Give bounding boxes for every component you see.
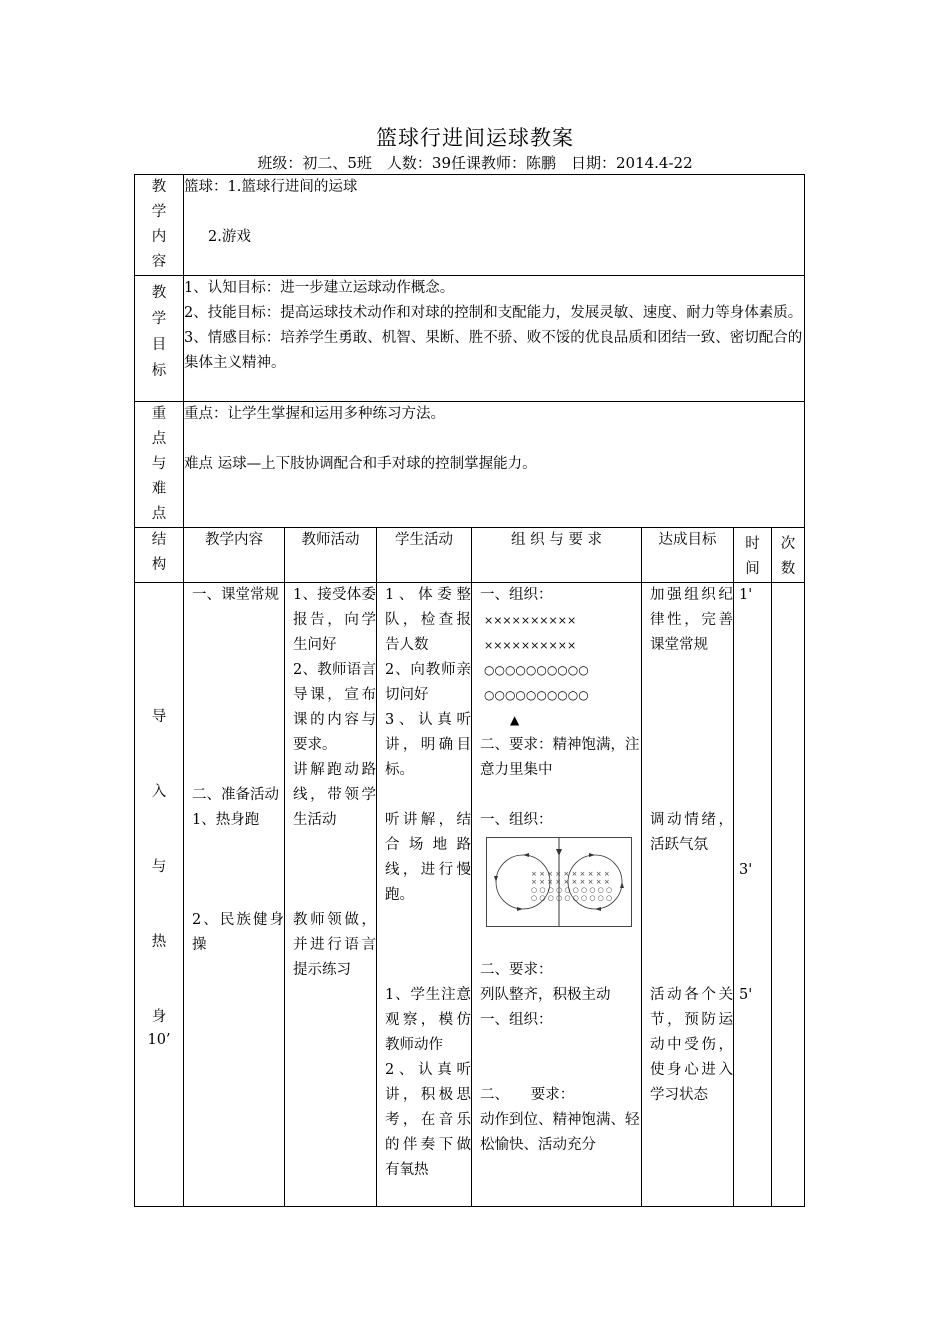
section-student-col [377, 583, 472, 1207]
student-activity-practice: 2、认真听讲，积极思考，在音乐的伴奏下做有氧热 [385, 1062, 471, 1178]
svg-text:× × × × × × × × × ×: × × × × × × × × × × [531, 878, 610, 886]
org-requirement-2-title: 二、要求： [480, 962, 553, 978]
student-activity-3: 3、认真听讲，明确目标。 [385, 712, 471, 778]
teaching-goals-label: 教 学 目 标 [135, 276, 184, 402]
content-line-1: 篮球：1.篮球行进间的运球 [184, 179, 358, 195]
org-heading-3: 一、组织： [480, 1012, 553, 1028]
key-points-cell [184, 402, 805, 528]
teaching-content-row [135, 175, 805, 276]
svg-text:× × × × × × × × × ×: × × × × × × × × × × [531, 870, 610, 878]
goal-exercise: 活动各个关节，预防运动中受伤，使身心进入学习状态 [650, 987, 733, 1103]
header-goal: 达成目标 [642, 528, 734, 583]
goal-skill: 2、技能目标：提高运球技术动作和对球的控制和支配能力，发展灵敏、速度、耐力等身体素质。 [184, 305, 803, 321]
teaching-content-cell [184, 175, 805, 276]
org-requirement-1: 二、要求：精神饱满，注意力里集中 [480, 737, 640, 778]
header-count: 次 数 [772, 528, 805, 583]
lesson-plan-table [134, 174, 805, 1207]
header-time: 时 间 [734, 528, 772, 583]
teaching-content-label: 教 学 内 容 [135, 175, 184, 276]
org-requirement-3-title: 二、 要求： [480, 1087, 575, 1103]
student-activity-1: 1、体委整队，检查报告人数 [385, 587, 471, 653]
warmup-section-row [135, 583, 805, 1207]
formation-row-x-2: ×××××××××× [484, 639, 577, 652]
content-item-routine: 一、课堂常规 [192, 587, 279, 603]
teacher-activity-2: 2、教师语言导课，宣布课的内容与要求。 [293, 662, 376, 753]
org-heading-2: 一、组织： [480, 812, 553, 828]
content-line-2: 2.游戏 [208, 229, 251, 245]
header-content: 教学内容 [184, 528, 285, 583]
time-warmup-run: 3' [739, 862, 753, 878]
section-time-col [734, 583, 772, 1207]
goal-routine: 加强组织纪律性，完善课堂常规 [650, 587, 733, 653]
warmup-duration: 10’ [147, 1032, 171, 1048]
section-goal-col [642, 583, 734, 1207]
section-teacher-col [285, 583, 377, 1207]
time-exercise: 5' [739, 987, 753, 1003]
formation-row-o-2: ○○○○○○○○○○ [484, 688, 589, 702]
section-organization-col [472, 583, 642, 1207]
svg-text:○ ○ ○ ○ ○ ○ ○ ○ ○ ○: ○ ○ ○ ○ ○ ○ ○ ○ ○ ○ [531, 886, 613, 894]
warmup-label: 导 入 与 热 身 10’ [135, 583, 184, 1207]
section-content-col [184, 583, 285, 1207]
header-student: 学生活动 [377, 528, 472, 583]
header-structure: 结 构 [135, 528, 184, 583]
document-title: 篮球行进间运球教案 [376, 126, 574, 150]
content-item-exercise: 2、民族健身操 [192, 912, 284, 953]
document-subtitle: 班级：初二、5班 人数：39任课教师：陈鹏 日期：2014.4-22 [257, 154, 693, 172]
key-point: 重点：让学生掌握和运用多种练习方法。 [184, 406, 445, 422]
section-count-col [772, 583, 805, 1207]
running-route-diagram [486, 837, 632, 927]
teacher-position-marker: ▲ [510, 713, 520, 727]
key-points-row [135, 402, 805, 528]
org-heading-1: 一、组织： [480, 587, 553, 603]
content-item-warmup-run: 1、热身跑 [192, 812, 260, 828]
teaching-goals-cell [184, 276, 805, 402]
key-points-label: 重 点 与 难 点 [135, 402, 184, 528]
formation-row-o-1: ○○○○○○○○○○ [484, 663, 589, 677]
goal-affective: 3、情感目标：培养学生勇敢、机智、果断、胜不骄、败不馁的优良品质和团结一致、密切配合的集体主义精神。 [184, 330, 803, 371]
column-header-row [135, 528, 805, 583]
goal-warmup-run: 调动情绪，活跃气氛 [650, 812, 733, 853]
student-activity-run: 听讲解，结合场地路线，进行慢跑。 [385, 812, 471, 903]
teaching-goals-row [135, 276, 805, 402]
org-requirement-2: 列队整齐，积极主动 [480, 987, 611, 1003]
formation-row-x-1: ×××××××××× [484, 614, 577, 627]
teacher-activity-run: 讲解跑动路线，带领学生活动 [293, 762, 376, 828]
svg-text:○ ○ ○ ○ ○ ○ ○ ○ ○ ○: ○ ○ ○ ○ ○ ○ ○ ○ ○ ○ [531, 894, 613, 902]
content-item-prep: 二、准备活动 [192, 787, 279, 803]
difficulty-point: 难点 运球—上下肢协调配合和手对球的控制掌握能力。 [184, 456, 537, 472]
student-activity-observe: 1、学生注意观察，模仿教师动作 [385, 987, 471, 1053]
org-requirement-3: 动作到位、精神饱满、轻松愉快、活动充分 [480, 1112, 640, 1153]
teacher-activity-1: 1、接受体委报告，向学生问好 [293, 587, 376, 653]
time-routine: 1' [739, 587, 753, 603]
header-organization: 组 织 与 要 求 [472, 528, 642, 583]
goal-cognitive: 1、认知目标：进一步建立运球动作概念。 [184, 280, 455, 296]
student-activity-2: 2、向教师亲切问好 [385, 662, 471, 703]
header-teacher: 教师活动 [285, 528, 377, 583]
teacher-activity-exercise: 教师领做，并进行语言提示练习 [293, 912, 376, 978]
